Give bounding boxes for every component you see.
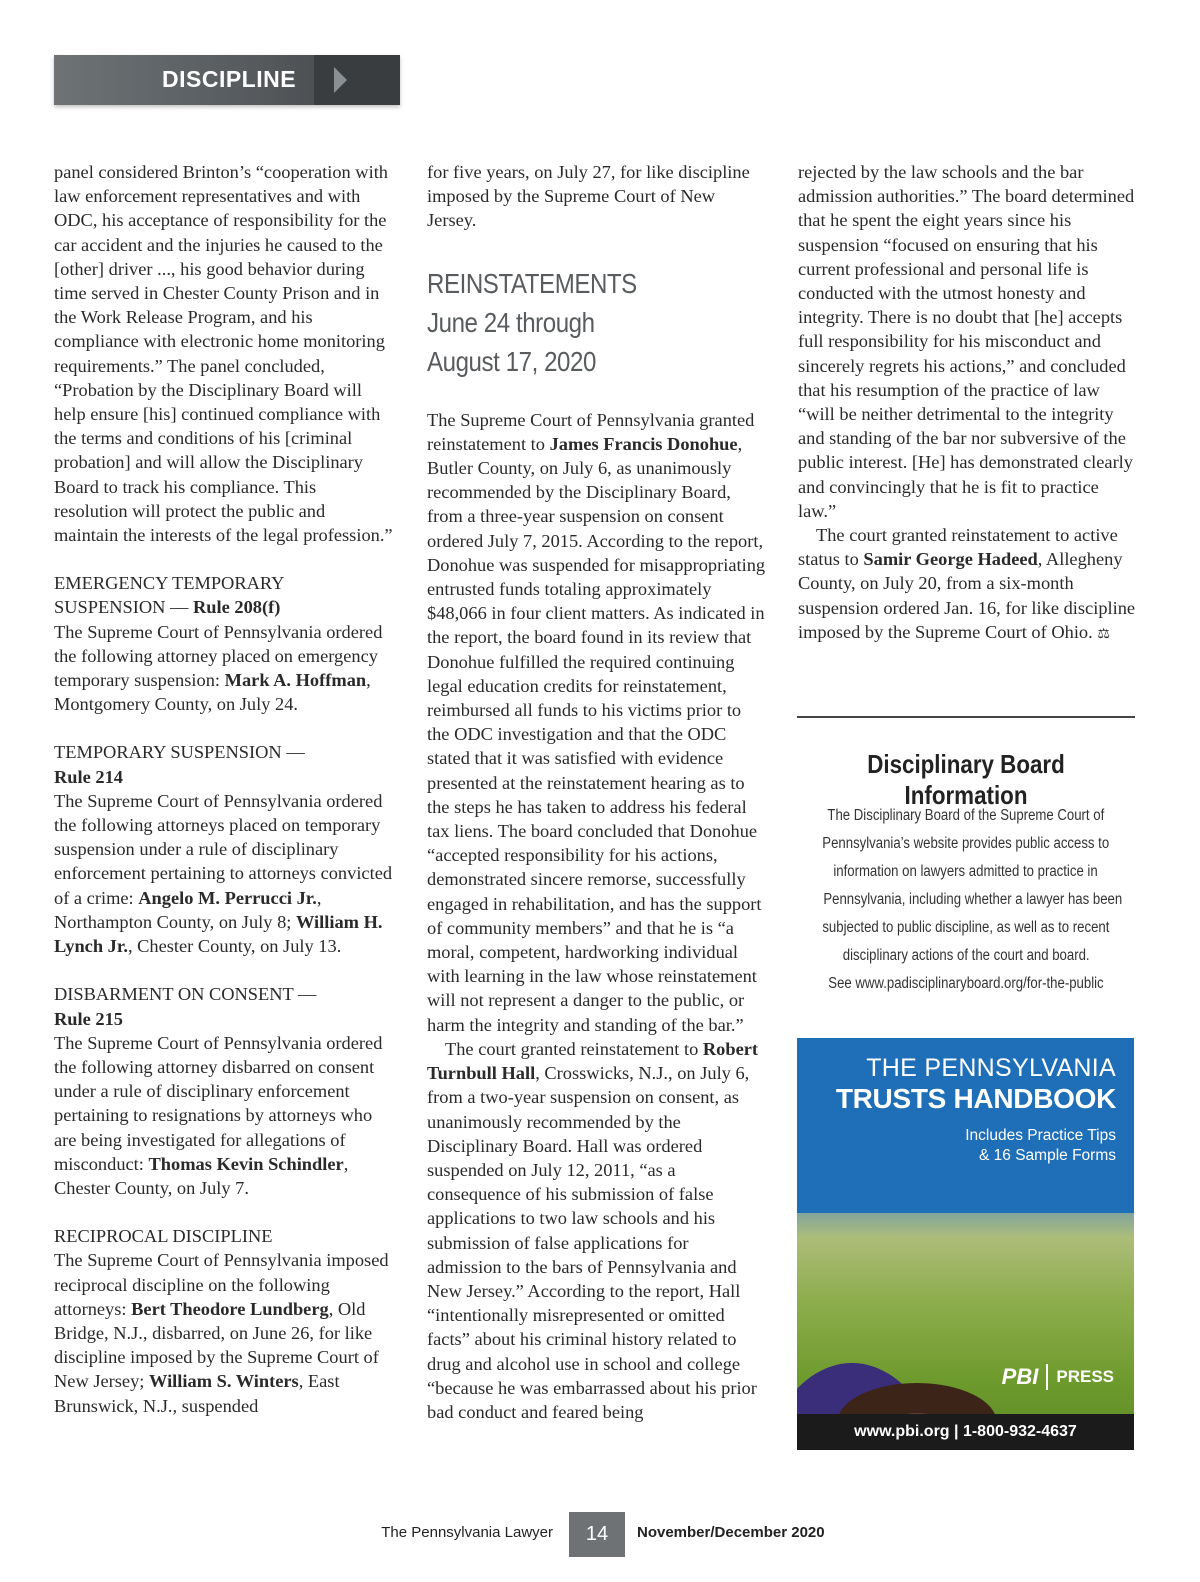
publication-name: The Pennsylvania Lawyer [381, 1524, 553, 1541]
db-info-title: Disciplinary Board Information [867, 749, 1065, 810]
arrow-right-icon [334, 67, 347, 93]
column-3 [798, 160, 1138, 647]
col2-cont: for five years, on July 27, for like discipline imposed by the Supreme Court of New Jersey. [427, 162, 750, 231]
ets-heading: EMERGENCY TEMPORARY SUSPENSION — Rule 208(f) [54, 573, 285, 618]
section-tab [54, 55, 400, 105]
reinst-p1: The Supreme Court of Pennsylvania granted reinstatement to James Francis Donohue, Butler County, on July 6, as unanimously recommended by the Disciplinary Board, from a three-year suspension on consent ordered July 7, 2015. According to the report, Donohue was suspended for misappropriating entrusted funds totaling approximately $48,066 in four client matters. As indicated in the report, the board found in its review that Donohue fulfilled the required continuing legal education credits for reinstatement, reimbursed all funds to his victims prior to the ODC investigation and that the ODC stated that it was satisfied with evidence presented at the reinstatement hearing as to the steps he has taken to address his federal tax liens. The board concluded that Donohue “accepted responsibility for his actions, demonstrated sincere remorse, successfully engaged in rehabilitation, and has the support of community members” and that he is “a moral, competent, hardworking individual with learning in the law whose reinstatement will not represent a danger to the public, or harm the integrity and standing of the bar.” [427, 409, 766, 1035]
page-number: 14 [569, 1512, 625, 1557]
ad-subtitle-line2: & 16 Sample Forms [979, 1147, 1116, 1164]
ad-contact[interactable]: www.pbi.org | 1-800-932-4637 [797, 1414, 1134, 1450]
ad-title-line2: TRUSTS HANDBOOK [835, 1083, 1116, 1114]
pbi-press-logo: PBI PRESS [1001, 1364, 1114, 1389]
section-tab-box [314, 55, 400, 105]
scales-icon: ⚖ [1097, 626, 1110, 642]
ts-text: The Supreme Court of Pennsylvania ordered the following attorneys placed on temporary suspension under a rule of disciplinary enforcement pertaining to attorneys convicted of a crime: Angelo M. Perrucci Jr., Northampton County, on July 8; William H. Lynch Jr., Chester County, on July 13. [54, 790, 393, 957]
column-1 [54, 160, 394, 1418]
db-info-text: The Disciplinary Board of the Supreme Court of Pennsylvania’s website provides public access to information on lawyers admitted to practice in Pennsylvania, including whether a lawyer has been subjected to public discipline, as well as to recent disciplinary actions of the court and board. See www.padisciplinaryboard.org/for-the-public [822, 807, 1123, 992]
col1-intro: panel considered Brinton’s “cooperation with law enforcement representatives and with ODC, his acceptance of responsibility for the car accident and the injuries he caused to the [other] driver ..., his good behavior during time served in Chester County Prison and in the Work Release Program, and his compliance with electronic home monitoring requirements.” The panel concluded, “Probation by the Disciplinary Board will help ensure [his] continued compliance with the terms and conditions of his [criminal probation] and will allow the Disciplinary Board to track his compliance. This resolution will protect the public and maintain the interests of the legal profession.” [54, 162, 393, 546]
ts-heading: TEMPORARY SUSPENSION — Rule 214 [54, 742, 305, 787]
doc-heading: DISBARMENT ON CONSENT — Rule 215 [54, 984, 317, 1029]
divider [797, 716, 1135, 718]
reinstatements-heading: REINSTATEMENTS June 24 through August 17, 2020 [427, 267, 637, 377]
ets-text: The Supreme Court of Pennsylvania ordered the following attorney placed on emergency temporary suspension: Mark A. Hoffman, Montgomery County, on July 24. [54, 621, 383, 715]
col3-cont: rejected by the law schools and the bar admission authorities.” The board determined that he spent the eight years since his suspension “focused on ensuring that his current professional and personal life is conducted with the utmost honesty and integrity. There is no doubt that [he] accepts full responsibility for his misconduct and sincerely regrets his actions,” and concluded that his resumption of the practice of law “will be neither detrimental to the integrity and standing of the bar nor subversive of the public interest. [He] has demonstrated clearly and convincingly that he is fit to practice law.” [798, 162, 1135, 521]
doc-text: The Supreme Court of Pennsylvania ordered the following attorney disbarred on consent under a rule of disciplinary enforcement pertaining to resignations by attorneys who are being investigated for allegations of misconduct: Thomas Kevin Schindler, Chester County, on July 7. [54, 1032, 383, 1198]
column-2 [427, 160, 767, 1424]
section-label: DISCIPLINE [162, 66, 297, 92]
rd-heading: RECIPROCAL DISCIPLINE [54, 1226, 273, 1247]
ad-title-line1: THE PENNSYLVANIA [866, 1054, 1116, 1082]
reinst-p2: The court granted reinstatement to Robert Turnbull Hall, Crosswicks, N.J., on July 6, from a two-year suspension on consent, as unanimously recommended by the Disciplinary Board. Hall was ordered suspended on July 12, 2011, “as a consequence of his submission of false applications to two law schools and his submission of false applications for admission to the bars of Pennsylvania and New Jersey.” According to the report, Hall “intentionally misrepresented or omitted facts” about his criminal history related to drug and alcohol use in school and college “because he was embarrassed about his prior bad conduct and feared being [427, 1038, 759, 1422]
col3-p2: The court granted reinstatement to active status to Samir George Hadeed, Allegheny County, on July 20, from a six-month suspension ordered Jan. 16, for like discipline imposed by the Supreme Court of Ohio. ⚖ [798, 525, 1136, 642]
pbi-trusts-handbook-ad[interactable] [797, 1038, 1134, 1450]
ad-subtitle-line1: Includes Practice Tips [965, 1127, 1116, 1144]
rd-text: The Supreme Court of Pennsylvania imposed reciprocal discipline on the following attorneys: Bert Theodore Lundberg, Old Bridge, N.J., disbarred, on June 26, for like discipline imposed by the Supreme Court of New Jersey; William S. Winters, East Brunswick, N.J., suspended [54, 1250, 389, 1416]
issue-date: November/December 2020 [637, 1524, 825, 1541]
